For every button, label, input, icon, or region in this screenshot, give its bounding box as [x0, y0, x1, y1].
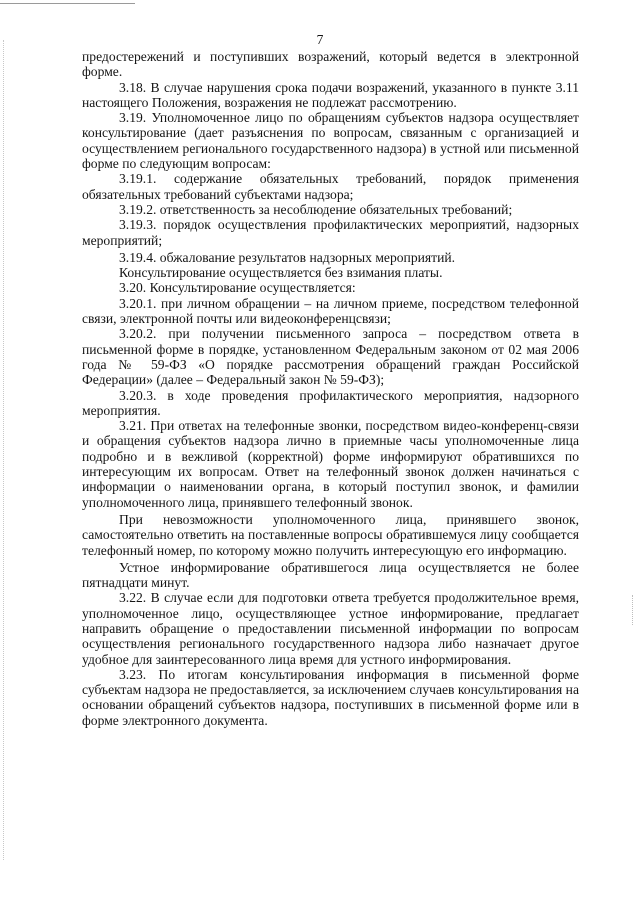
scan-edge-mark [3, 40, 4, 860]
paragraph-3-20-1: 3.20.1. при личном обращении – на личном приеме, посредством телефонной связи, электронной почты или видеоконференцсвязи; [82, 295, 579, 327]
page-number: 7 [316, 32, 324, 47]
paragraph-3-20-2: 3.20.2. при получении письменного запроса – посредством ответа в письменной форме в порядке, установленном Федеральным законом от 02 мая 2006 года № 59-ФЗ «О порядке рассмотрения обращений граждан Российской Федерации» (далее – Федеральный закон № 59-ФЗ); [82, 326, 579, 388]
paragraph-3-22: 3.22. В случае если для подготовки ответа требуется продолжительное время, уполномоченное лицо, осуществляющее устное информирование, предлагает направить обращение о предоставлении письменной информации по вопросам осуществления регионального государственного надзора либо назначает другое удобное для заинтересованного лица время для устного информирования. [82, 590, 579, 667]
paragraph-3-19-3: 3.19.3. порядок осуществления профилактических мероприятий, надзорных мероприятий; [82, 217, 579, 248]
paragraph-3-18: 3.18. В случае нарушения срока подачи возражений, указанного в пункте 3.11 настоящего Положения, возражения не подлежат рассмотрению. [82, 79, 579, 110]
scan-edge-mark-right [632, 595, 633, 625]
scan-top-rule [0, 3, 135, 4]
paragraph-3-20: 3.20. Консультирование осуществляется: [119, 280, 356, 296]
paragraph-3-19-4: 3.19.4. обжалование результатов надзорных мероприятий. [119, 249, 456, 265]
paragraph-3-23: 3.23. По итогам консультирования информация в письменной форме субъектам надзора не предоставляется, за исключением случаев консультирования на основании обращений субъектов надзора, поступивших в письменной форме или в форме электронного документа. [82, 666, 579, 728]
paragraph-3-19: 3.19. Уполномоченное лицо по обращениям субъектов надзора осуществляет консультирование (дает разъяснения по вопросам, связанным с организацией и осуществлением регионального государственного надзора) в устной или письменной форме по следующим вопросам: [82, 110, 579, 172]
paragraph-impossibility: При невозможности уполномоченного лица, принявшего звонок, самостоятельно ответить на поставленные вопросы обратившемуся лицу сообщается телефонный номер, по которому можно получить интересующую его информацию. [82, 511, 579, 558]
paragraph-3-21: 3.21. При ответах на телефонные звонки, посредством видео-конференц-связи и обращения субъектов надзора лично в приемные часы уполномоченные лица подробно и в вежливой (корректной) форме информируют обратившихся по интересующим их вопросам. Ответ на телефонный звонок должен начинаться с информации о наименовании органа, в который поступил звонок, и фамилии уполномоченного лица, принявшего телефонный звонок. [82, 418, 579, 510]
document-body [82, 49, 579, 728]
paragraph-3-19-1: 3.19.1. содержание обязательных требований, порядок применения обязательных требований субъектами надзора; [82, 171, 579, 202]
paragraph-3-19-2: 3.19.2. ответственность за несоблюдение обязательных требований; [119, 201, 513, 217]
paragraph-free-of-charge: Консультирование осуществляется без взимания платы. [119, 265, 443, 281]
paragraph-3-20-3: 3.20.3. в ходе проведения профилактического мероприятия, надзорного мероприятия. [82, 387, 579, 418]
paragraph-continuation: предостережений и поступивших возражений, который ведется в электронной форме. [82, 49, 579, 80]
paragraph-oral-informing: Устное информирование обратившегося лица осуществляется не более пятнадцати минут. [82, 559, 579, 591]
